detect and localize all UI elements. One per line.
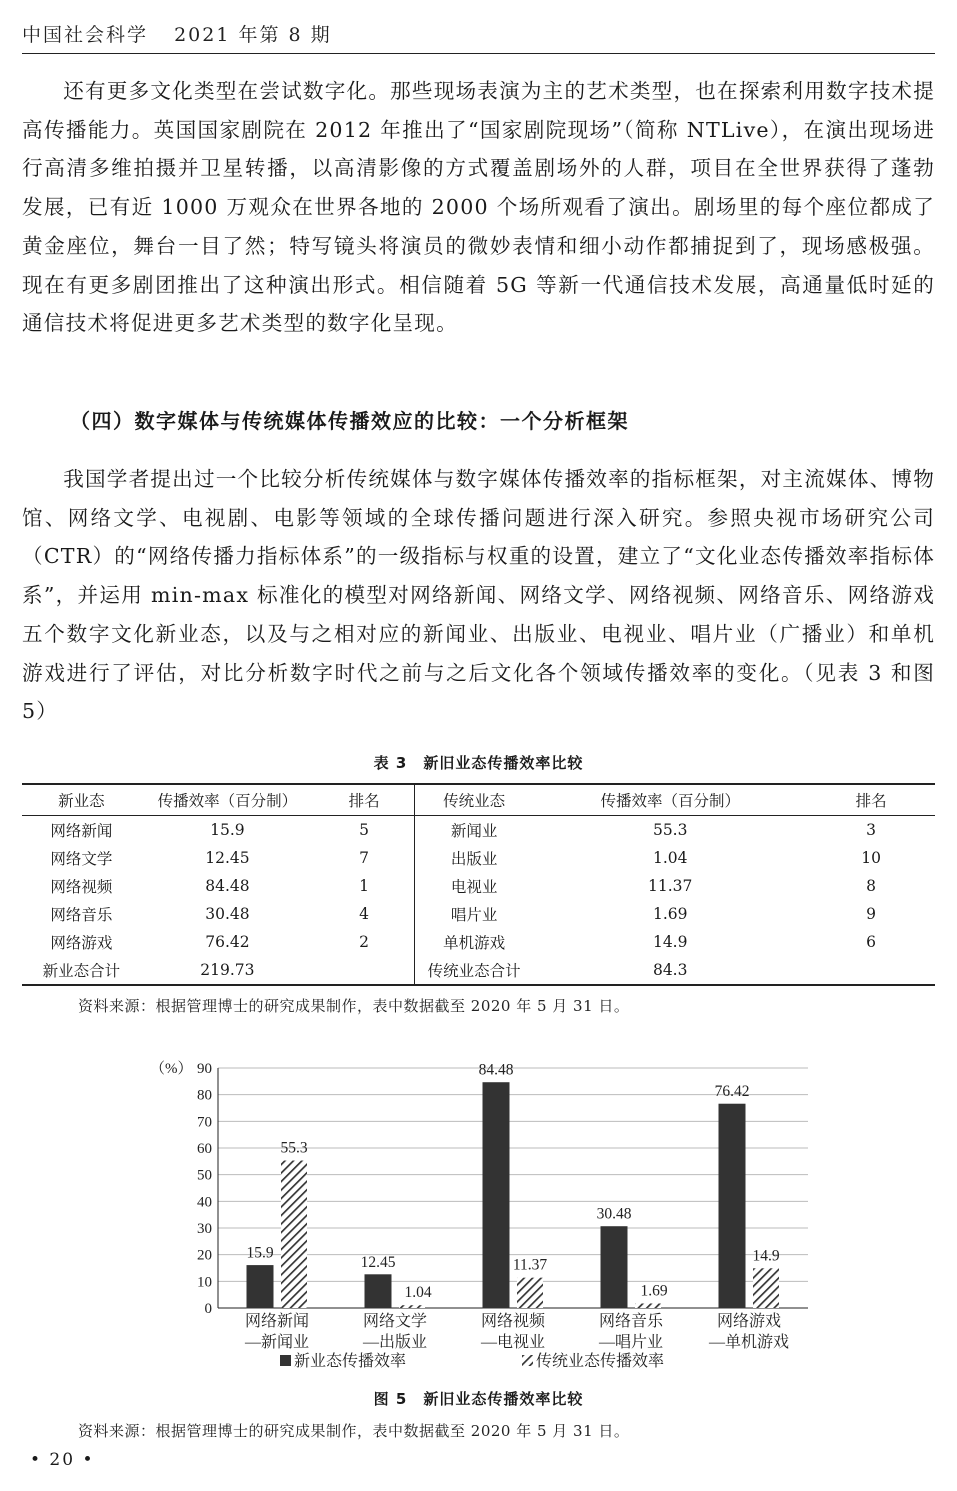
y-tick-label: 70 xyxy=(197,1114,212,1131)
efficiency-table xyxy=(22,783,935,986)
paragraph-2: 我国学者提出过一个比较分析传统媒体与数字媒体传播效率的指标框架，对主流媒体、博物馆、网络文学、电视剧、电影等领域的全球传播问题进行深入研究。参照央视市场研究公司（CTR）的“网络传播力指标体系”的一级指标与权重的设置，建立了“文化业态传播效率指标体系”，并运用 min-max 标准化的模型对网络新闻、网络文学、网络视频、网络音乐、网络游戏五个数字文化新业态，以及与之相对应的新闻业、出版业、电视业、唱片业（广播业）和单机游戏进行了评估，对比分析数字时代之前与之后文化各个领域传播效率的变化。（见表 3 和图 5） xyxy=(22,467,935,724)
y-tick-label: 40 xyxy=(197,1194,212,1211)
y-tick-label: 80 xyxy=(197,1087,212,1104)
table-cell: 4 xyxy=(314,900,414,928)
bar-traditional xyxy=(753,1268,779,1308)
table-cell xyxy=(314,956,414,985)
col-header-traditional-efficiency: 传播效率（百分制） xyxy=(533,784,807,816)
table-cell xyxy=(807,956,935,985)
bar-new xyxy=(365,1275,391,1308)
table-cell: 网络文学 xyxy=(50,850,113,868)
table-cell: 3 xyxy=(866,821,877,839)
legend-label-new: 新业态传播效率 xyxy=(294,1353,407,1370)
table-cell: 11.37 xyxy=(648,877,693,895)
table-row xyxy=(22,956,935,985)
y-tick-label: 20 xyxy=(197,1247,212,1264)
data-label: 84.48 xyxy=(478,1061,514,1079)
x-tick-label: —单机游戏 xyxy=(708,1334,790,1351)
y-axis-unit-label: （%） xyxy=(150,1061,193,1077)
y-tick-label: 0 xyxy=(204,1301,212,1317)
table-cell: 2 xyxy=(314,928,414,956)
table-cell: 15.9 xyxy=(210,821,245,839)
bar-traditional xyxy=(635,1303,661,1308)
table-cell: 7 xyxy=(314,844,414,872)
table-cell: 1 xyxy=(314,872,414,900)
x-tick-label: 网络新闻 xyxy=(244,1313,310,1330)
data-label: 1.04 xyxy=(404,1284,432,1302)
bar-chart xyxy=(140,1050,820,1380)
col-header-new-efficiency: 传播效率（百分制） xyxy=(141,784,314,816)
table-cell: 84.48 xyxy=(205,877,250,895)
table-cell: 传统业态合计 xyxy=(415,956,534,985)
bar-new xyxy=(601,1227,627,1308)
col-header-new-rank: 排名 xyxy=(314,784,414,816)
y-tick-label: 90 xyxy=(197,1061,212,1077)
table-cell: 网络视频 xyxy=(50,878,113,896)
table-cell: 219.73 xyxy=(141,956,314,985)
col-header-new: 新业态 xyxy=(22,784,141,816)
col-header-traditional-rank: 排名 xyxy=(807,784,935,816)
table-cell: 10 xyxy=(861,849,881,867)
header-rule xyxy=(22,53,935,54)
table-cell: 8 xyxy=(866,877,877,895)
table-cell: 12.45 xyxy=(205,849,250,867)
table-cell: 14.9 xyxy=(652,933,688,951)
x-tick-label: —电视业 xyxy=(480,1334,546,1351)
table-cell: 电视业 xyxy=(450,878,498,896)
bar-new xyxy=(719,1104,745,1308)
table-cell: 76.42 xyxy=(205,933,250,951)
table-row xyxy=(22,900,935,928)
table-cell: 30.48 xyxy=(205,905,250,923)
table-cell: 84.3 xyxy=(533,956,807,985)
bar-new xyxy=(483,1083,509,1308)
table-cell: 6 xyxy=(866,933,877,951)
x-tick-label: —唱片业 xyxy=(598,1334,664,1351)
data-label: 1.69 xyxy=(640,1282,668,1300)
table-header-row xyxy=(22,784,935,816)
table-row xyxy=(22,816,935,845)
table-source-note: 资料来源：根据管理博士的研究成果制作，表中数据截至 2020 年 5 月 31 日。 xyxy=(78,997,630,1015)
bar-traditional xyxy=(399,1305,425,1308)
section-heading: （四）数字媒体与传统媒体传播效应的比较：一个分析框架 xyxy=(70,409,629,433)
bar-new xyxy=(247,1266,273,1308)
x-tick-label: 网络游戏 xyxy=(716,1313,782,1330)
table-cell: 网络音乐 xyxy=(50,906,113,924)
x-tick-label: 网络音乐 xyxy=(598,1313,664,1330)
table-cell: 9 xyxy=(866,905,877,923)
table-cell: 唱片业 xyxy=(450,906,498,924)
legend-label-traditional: 传统业态传播效率 xyxy=(536,1353,665,1370)
y-tick-label: 30 xyxy=(197,1221,212,1237)
table-row xyxy=(22,844,935,872)
bar-traditional xyxy=(281,1161,307,1308)
y-tick-label: 50 xyxy=(197,1167,212,1184)
table-caption: 表 3 新旧业态传播效率比较 xyxy=(373,754,584,772)
x-tick-label: 网络视频 xyxy=(480,1313,546,1330)
bar-traditional xyxy=(517,1278,543,1308)
y-tick-label: 60 xyxy=(197,1141,212,1157)
table-row xyxy=(22,928,935,956)
legend-swatch-traditional xyxy=(522,1355,533,1366)
table-cell: 新业态合计 xyxy=(22,956,141,985)
bar-chart-svg xyxy=(140,1050,820,1380)
data-label: 12.45 xyxy=(360,1253,396,1271)
x-tick-label: —出版业 xyxy=(362,1334,428,1351)
page-number: • 20 • xyxy=(30,1450,95,1470)
y-tick-label: 10 xyxy=(197,1274,212,1291)
x-tick-label: —新闻业 xyxy=(244,1334,310,1351)
data-label: 30.48 xyxy=(596,1205,632,1223)
figure-caption: 图 5 新旧业态传播效率比较 xyxy=(373,1390,584,1408)
table-cell: 网络游戏 xyxy=(50,934,113,952)
data-label: 15.9 xyxy=(246,1244,274,1262)
data-label: 11.37 xyxy=(512,1256,548,1274)
data-label: 14.9 xyxy=(752,1247,780,1265)
table-cell: 单机游戏 xyxy=(443,934,506,952)
journal-name: 中国社会科学 xyxy=(22,24,149,46)
table-cell: 1.69 xyxy=(652,905,688,923)
paragraph-1: 还有更多文化类型在尝试数字化。那些现场表演为主的艺术类型，也在探索利用数字技术提高传播能力。英国国家剧院在 2012 年推出了“国家剧院现场”（简称 NTLive），在演出现场进行高清多维拍摄并卫星转播，以高清影像的方式覆盖剧场外的人群，项目在全世界获得了蓬勃发展，已有近 1000 万观众在世界各地的 2000 个场所观看了演出。剧场里的每个座位都成了黄金座位，舞台一目了然；特写镜头将演员的微妙表情和细小动作都捕捉到了，现场感极强。现在有更多剧团推出了这种演出形式。相信随着 5G 等新一代通信技术发展，高通量低时延的通信技术将促进更多艺术类型的数字化呈现。 xyxy=(22,79,935,336)
table-cell: 网络新闻 xyxy=(50,822,113,840)
col-header-traditional: 传统业态 xyxy=(415,784,534,816)
issue-label: 2021 年第 8 期 xyxy=(174,24,332,46)
table-row xyxy=(22,872,935,900)
table-cell: 新闻业 xyxy=(450,822,498,840)
legend-swatch-new xyxy=(280,1355,291,1366)
running-header xyxy=(22,20,935,47)
table-cell: 55.3 xyxy=(652,821,688,839)
table-cell: 1.04 xyxy=(652,849,688,867)
data-label: 55.3 xyxy=(280,1139,308,1157)
table-cell: 5 xyxy=(314,816,414,845)
x-tick-label: 网络文学 xyxy=(362,1313,428,1330)
table-cell: 出版业 xyxy=(450,850,498,868)
data-label: 76.42 xyxy=(714,1083,750,1101)
figure-source-note: 资料来源：根据管理博士的研究成果制作，表中数据截至 2020 年 5 月 31 日。 xyxy=(78,1422,630,1440)
